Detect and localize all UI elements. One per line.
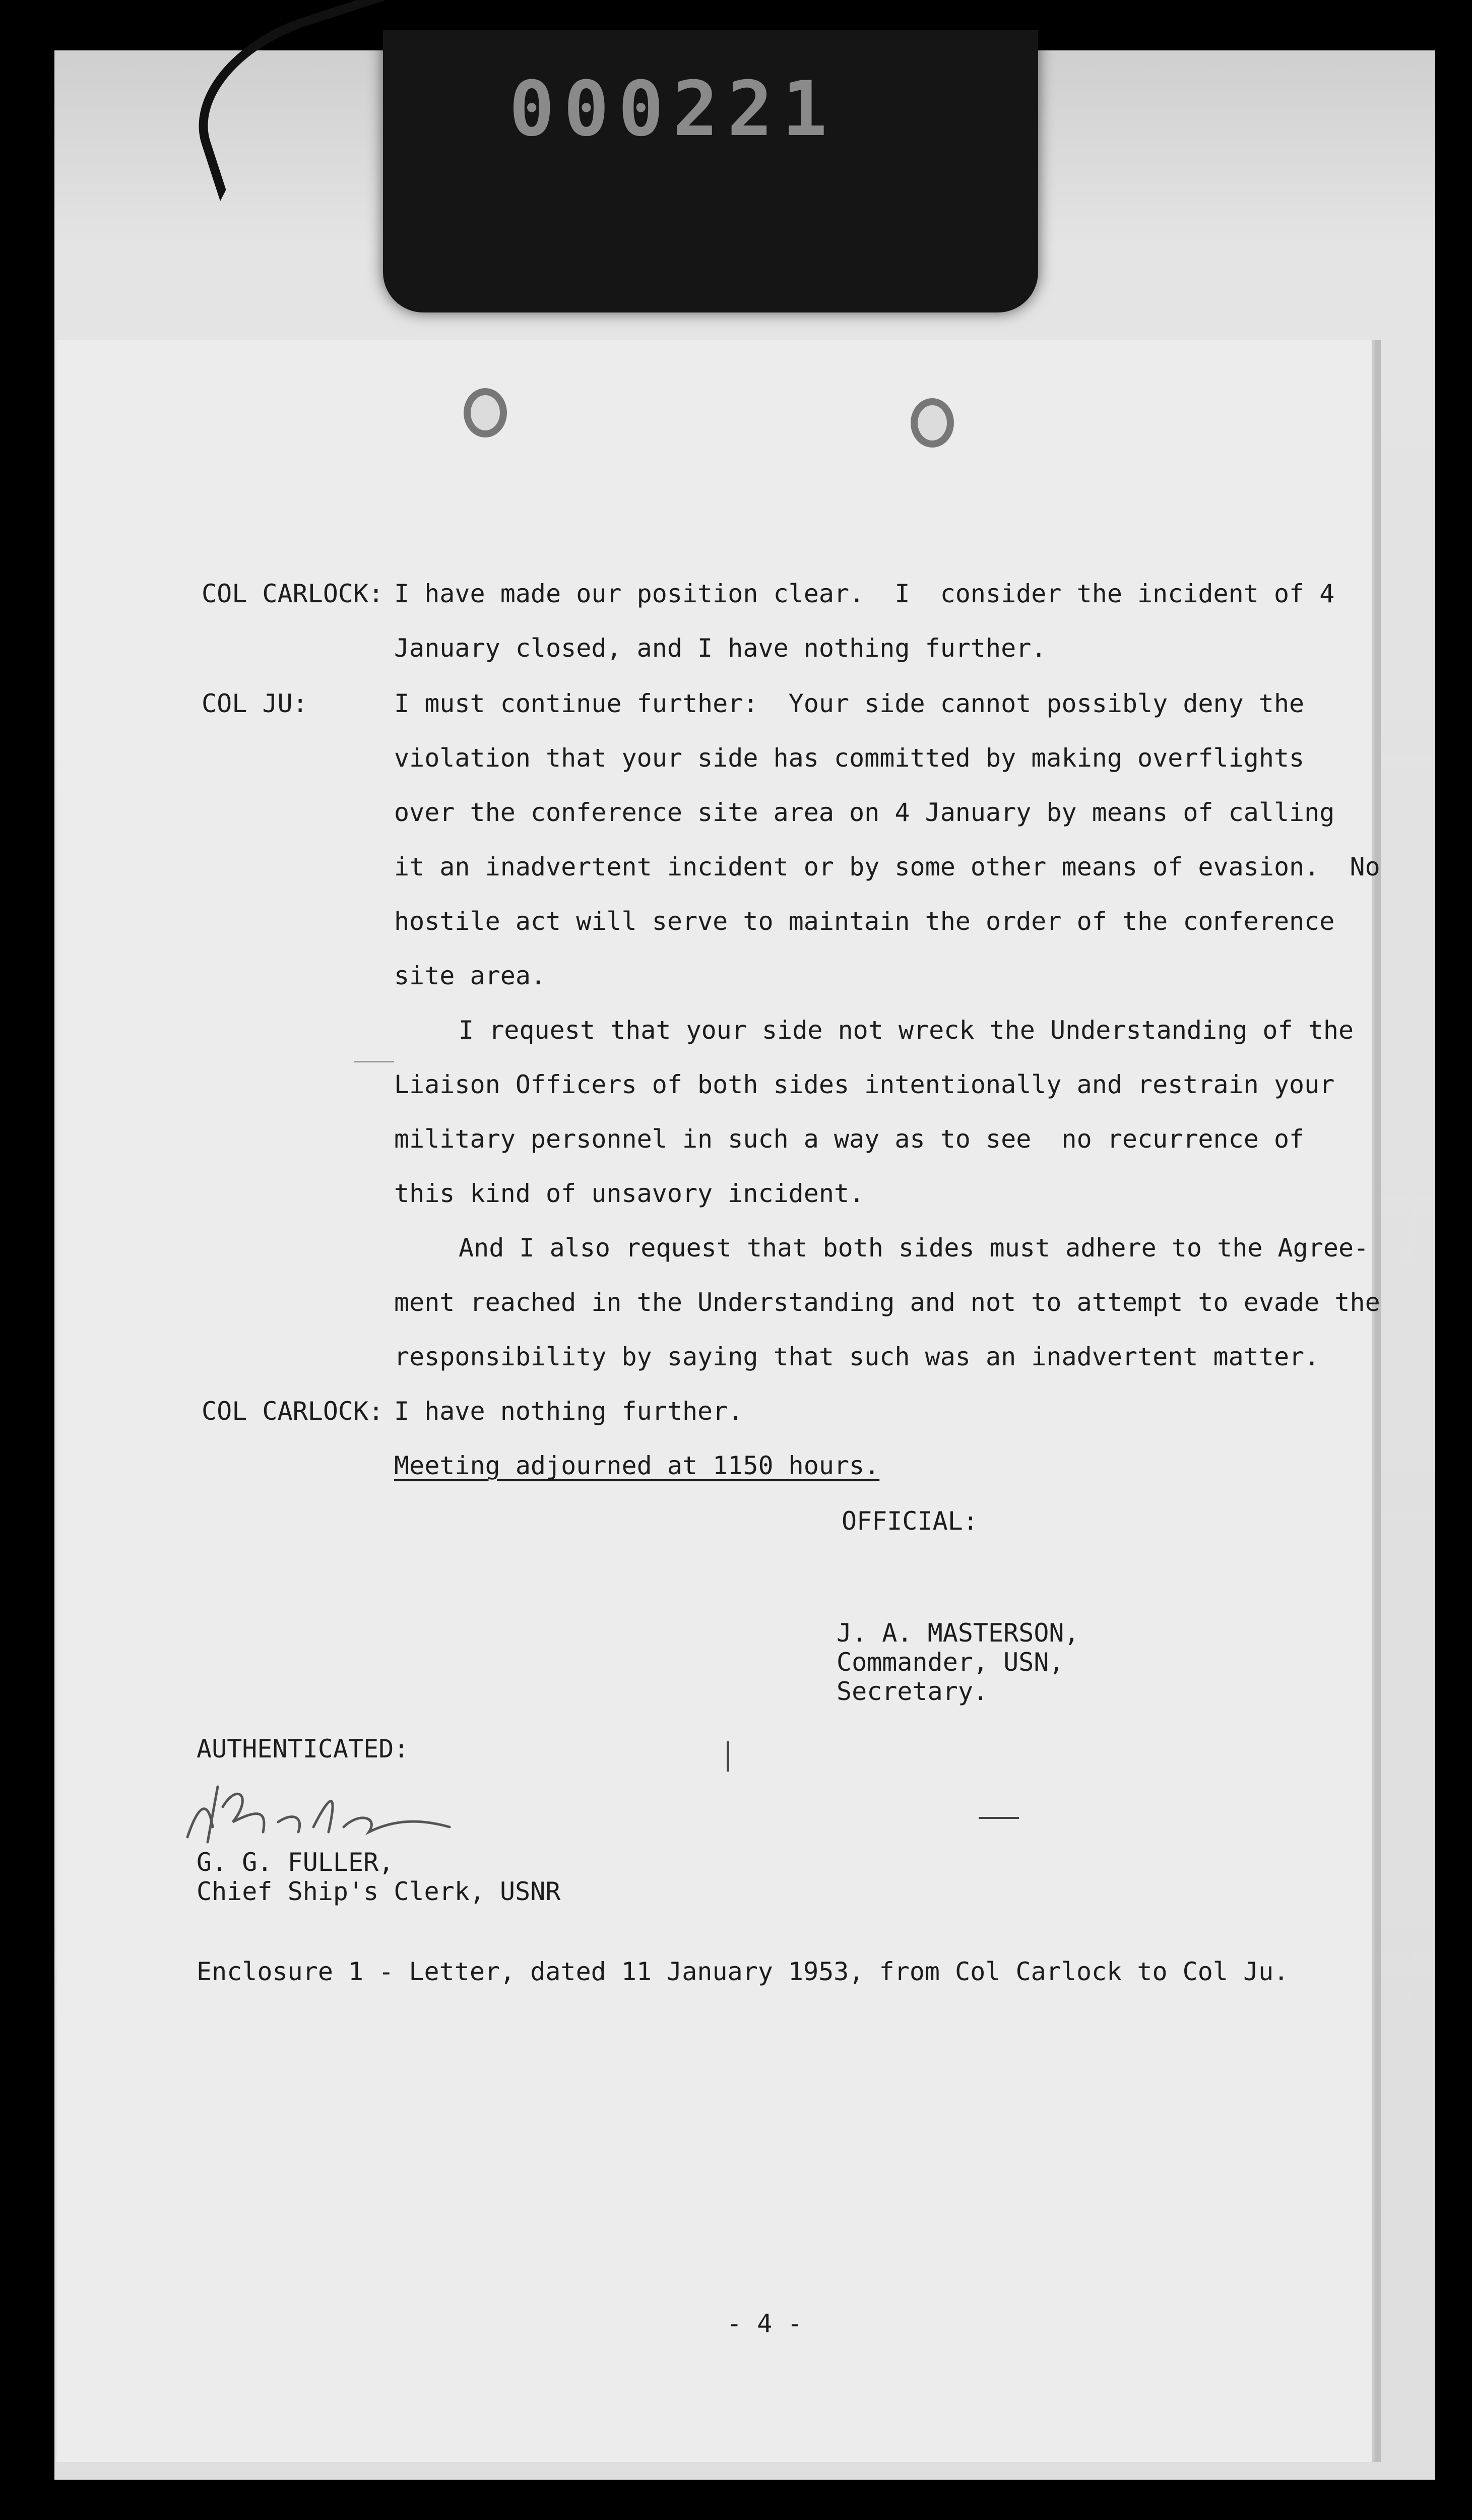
statement-line: site area.: [394, 961, 546, 990]
statement-line: I request that your side not wreck the Understanding of the: [459, 1016, 1354, 1045]
statement-line: And I also request that both sides must adhere to the Agree-: [459, 1233, 1369, 1263]
adjournment-note: Meeting adjourned at 1150 hours.: [394, 1451, 880, 1480]
handwritten-signature: [177, 1777, 460, 1852]
statement-line: it an inadvertent incident or by some other means of evasion. No: [394, 852, 1380, 881]
statement-line: ment reached in the Understanding and not to attempt to evade the: [394, 1288, 1380, 1317]
statement-line: January closed, and I have nothing further.: [394, 634, 1047, 663]
punch-hole-right: [911, 398, 954, 448]
statement-line: responsibility by saying that such was an inadvertent matter.: [394, 1342, 1320, 1371]
page-number: - 4 -: [727, 2309, 803, 2338]
authenticated-title: Chief Ship's Clerk, USNR: [197, 1877, 561, 1906]
official-rank: Commander, USN,: [837, 1648, 1064, 1677]
speaker-label: COL JU:: [202, 689, 308, 718]
document-page: [56, 340, 1380, 2462]
statement-line: military personnel in such a way as to see no recurrence of: [394, 1124, 1305, 1154]
official-title: Secretary.: [837, 1677, 989, 1706]
enclosure-note: Enclosure 1 - Letter, dated 11 January 1953, from Col Carlock to Col Ju.: [197, 1957, 1289, 1986]
statement-line: I have nothing further.: [394, 1397, 743, 1426]
statement-line: violation that your side has committed by making overflights: [394, 743, 1305, 773]
frame-counter-digits: 000221: [509, 66, 837, 153]
stray-mark: [727, 1741, 729, 1772]
speaker-label: COL CARLOCK:: [202, 1397, 384, 1426]
authenticated-label: AUTHENTICATED:: [197, 1734, 409, 1763]
statement-line: Liaison Officers of both sides intentionally and restrain your: [394, 1070, 1335, 1099]
official-label: OFFICIAL:: [842, 1506, 978, 1536]
statement-line: over the conference site area on 4 January by means of calling: [394, 798, 1335, 827]
official-name: J. A. MASTERSON,: [837, 1618, 1079, 1648]
statement-line: hostile act will serve to maintain the order of the conference: [394, 907, 1335, 936]
punch-hole-left: [464, 388, 507, 437]
statement-line: I must continue further: Your side cannot possibly deny the: [394, 689, 1305, 718]
frame-counter: [383, 30, 1038, 312]
statement-line: this kind of unsavory incident.: [394, 1179, 865, 1208]
stray-mark: [354, 1061, 394, 1062]
stray-mark: [979, 1817, 1019, 1819]
statement-line: I have made our position clear. I consider the incident of 4: [394, 579, 1335, 608]
authenticated-name: G. G. FULLER,: [197, 1848, 394, 1877]
speaker-label: COL CARLOCK:: [202, 579, 384, 608]
